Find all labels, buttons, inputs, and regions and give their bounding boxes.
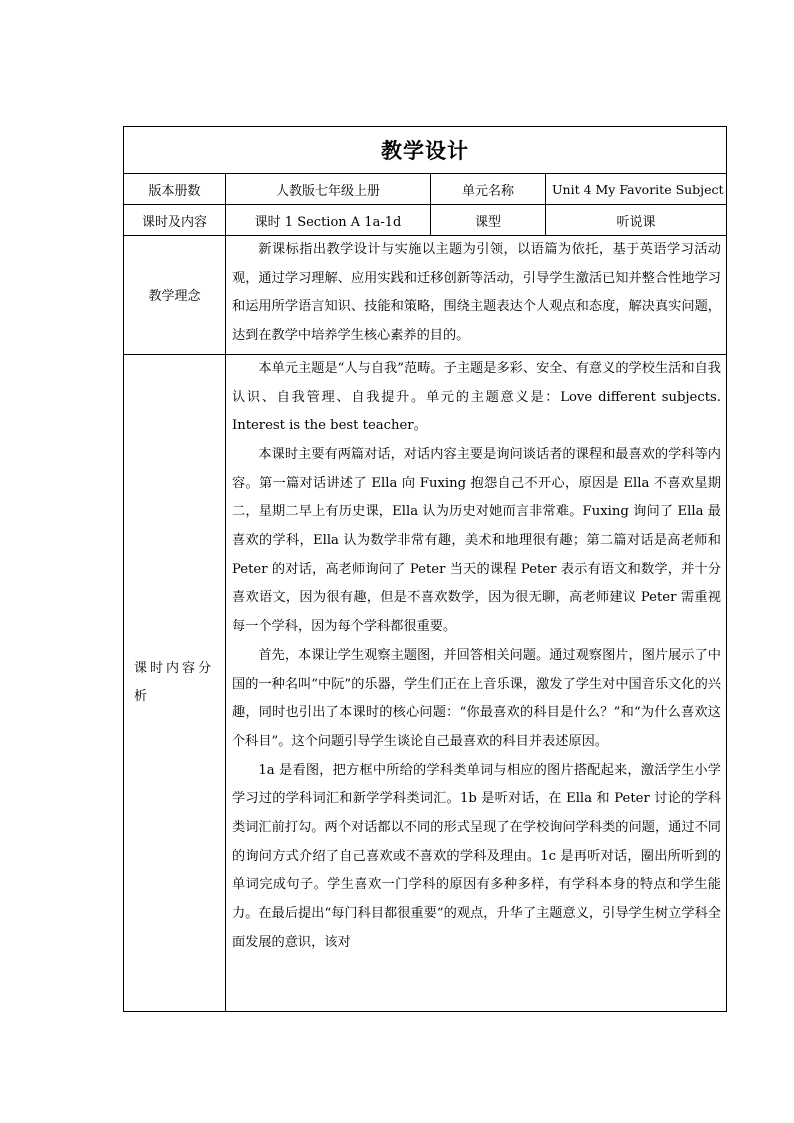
analysis-paragraph: 首先，本课让学生观察主题图，并回答相关问题。通过观察图片，图片展示了中国的一种名叫“中阮”的乐器，学生们正在上音乐课，激发了学生对中国音乐文化的兴趣，同时也引出了本课时的核心问题：“你最喜欢的科目是什么？”和“为什么喜欢这个科目”。这个问题引导学生谈论自己最喜欢的科目并表述原因。 xyxy=(232,647,721,749)
lesson-type-label: 课型 xyxy=(431,205,546,236)
page-title: 教学设计 xyxy=(124,127,727,174)
analysis-label: 课时内容分析 xyxy=(124,354,226,1011)
concept-label: 教学理念 xyxy=(124,236,226,355)
edition-label: 版本册数 xyxy=(124,174,226,205)
edition-value: 人教版七年级上册 xyxy=(226,174,431,205)
analysis-paragraph: 1a 是看图，把方框中所给的学科类单词与相应的图片搭配起来，激活学生小学学习过的学科词汇和新学学科类词汇。1b 是听对话，在 Ella 和 Peter 讨论的学科类词汇前打勾。两个对话都以不同的形式呈现了在学校询问学科类的问题，通过不同的询问方式介绍了自己喜欢或不喜欢的学科及理由。1c 是再听对话，圈出所听到的单词完成句子。学生喜欢一门学科的原因有多种多样，有学科本身的特点和学生能力。在最后提出“每门科目都很重要”的观点，升华了主题意义，引导学生树立学科全面发展的意识，该对 xyxy=(232,762,721,950)
analysis-row xyxy=(124,354,727,1011)
lesson-value: 课时 1 Section A 1a-1d xyxy=(226,205,431,236)
info-row-lesson xyxy=(124,205,727,236)
info-row-edition xyxy=(124,174,727,205)
teaching-design-table xyxy=(123,126,727,1012)
lesson-type-value: 听说课 xyxy=(546,205,727,236)
analysis-paragraph: 本课时主要有两篇对话，对话内容主要是询问谈话者的课程和最喜欢的学科等内容。第一篇对话讲述了 Ella 向 Fuxing 抱怨自己不开心，原因是 Ella 不喜欢星期二，星期二早上有历史课，Ella 认为历史对她而言非常难。Fuxing 询问了 Ella 最喜欢的学科，Ella 认为数学非常有趣，美术和地理很有趣；第二篇对话是高老师和 Peter 的对话，高老师询问了 Peter 当天的课程 Peter 表示有语文和数学，并十分喜欢语文，因为很有趣，但是不喜欢数学，因为很无聊，高老师建议 Peter 需重视每一个学科，因为每个学科都很重要。 xyxy=(232,446,721,635)
concept-row xyxy=(124,236,727,355)
unit-name-label: 单元名称 xyxy=(431,174,546,205)
concept-text: 新课标指出教学设计与实施以主题为引领，以语篇为依托，基于英语学习活动观，通过学习理解、应用实践和迁移创新等活动，引导学生激活已知并整合性地学习和运用所学语言知识、技能和策略，围绕主题表达个人观点和态度，解决真实问题，达到在教学中培养学生核心素养的目的。 xyxy=(232,242,721,344)
analysis-paragraph: 本单元主题是“人与自我”范畴。子主题是多彩、安全、有意义的学校生活和自我认识、自我管理、自我提升。单元的主题意义是：Love different subjects. Interest is the best teacher。 xyxy=(232,360,721,434)
lesson-label: 课时及内容 xyxy=(124,205,226,236)
unit-name-value: Unit 4 My Favorite Subject xyxy=(546,174,727,205)
